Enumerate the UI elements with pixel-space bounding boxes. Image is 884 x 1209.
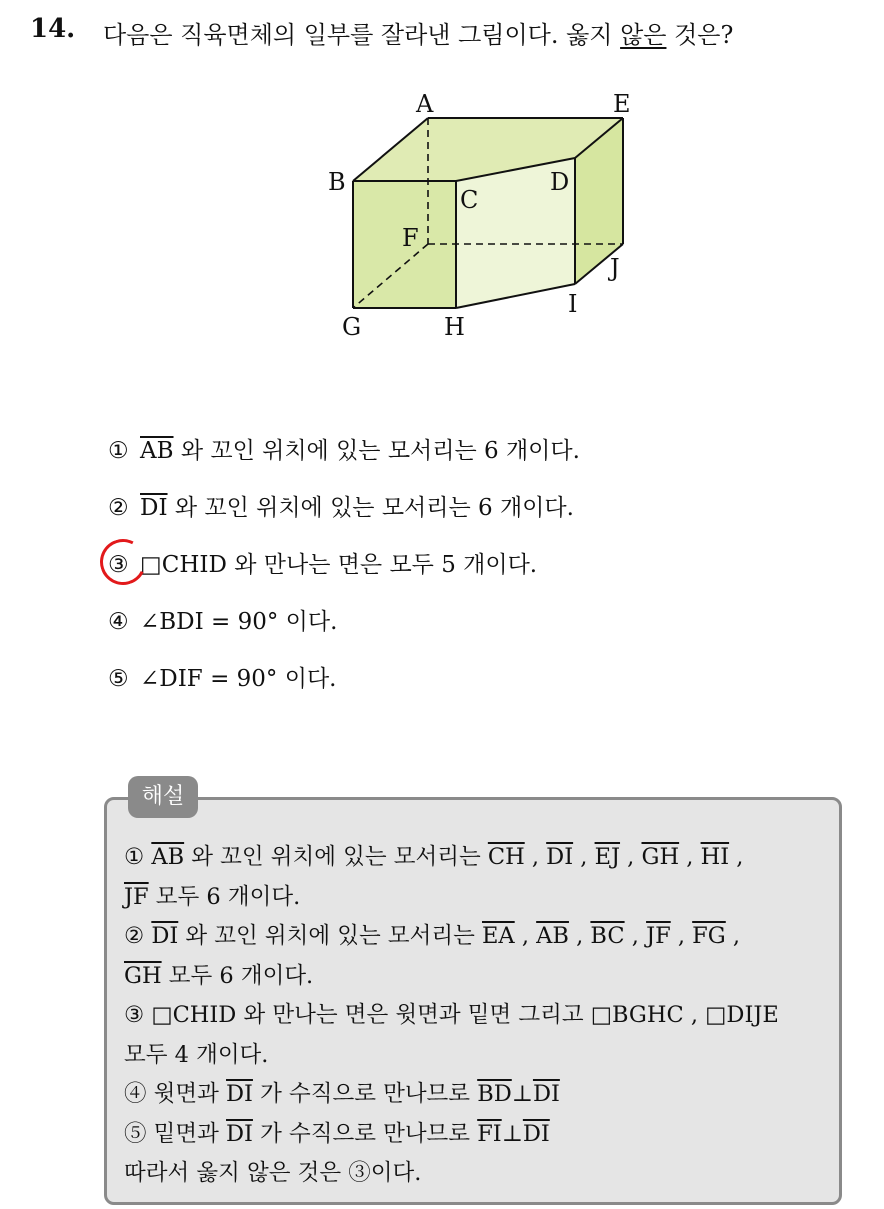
choice-4[interactable] [108,603,337,637]
question-text [103,15,733,50]
segment: $\overline{AB}$ [140,438,174,464]
text: ⑤ 밑면과 [124,1120,227,1147]
segment: $\overline{DI}$ [151,923,179,949]
choice-number: ④ [108,609,129,635]
explanation-text [124,838,824,1194]
choice-5[interactable] [108,660,336,694]
segment: $\overline{DI}$ [226,1120,253,1147]
choice-text: 와 꼬인 위치에 있는 모서리는 6 개이다. [167,495,574,521]
text: 와 꼬인 위치에 있는 모서리는 [178,923,482,949]
choice-number: ③ [108,552,129,578]
choice-text: ∠BDI = 90° 이다. [140,609,338,635]
label-d: D [550,168,570,196]
explanation-line-1: ① $\overline{AB}$ 와 꼬인 위치에 있는 모서리는 $\overline{CH}$ , $\overline{DI}$ , $\overline{EJ}$ , $\overline{GH}$ , $\overline{HI}$ , [124,844,744,870]
choice-number: ① [108,438,129,464]
explanation-line-7 [124,1075,824,1115]
segment: $\overline{DI}$ [226,1081,253,1107]
explanation-line-5: ③ □CHID 와 만나는 면은 윗면과 밑면 그리고 □BGHC , □DIJE [124,1002,779,1028]
segment: $\overline{JF}$ [646,923,671,949]
choice-text: □CHID 와 만나는 면은 모두 5 개이다. [140,552,538,578]
explanation-line-4 [124,957,824,997]
choice-3[interactable] [108,546,537,580]
label-f: F [402,224,419,252]
explanation-line-9: 따라서 옳지 않은 것은 ③이다. [124,1160,422,1186]
prism-figure [320,86,640,346]
segment: $\overline{HI}$ [700,844,730,870]
text: 모두 6 개이다. [161,962,314,989]
segment: $\overline{CH}$ [487,844,525,870]
text: 가 수직으로 만나므로 [252,1081,478,1107]
segment: $\overline{AB}$ [536,923,569,949]
segment: $\overline{DI}$ [140,495,168,521]
num: ① [124,844,145,870]
text: 모두 6 개이다. [148,883,301,910]
label-e: E [613,90,631,118]
segment: $\overline{EJ}$ [594,844,621,870]
explanation-line-8 [124,1115,824,1155]
segment: $\overline{FG}$ [692,923,726,949]
label-g: G [342,313,362,341]
choice-1[interactable] [108,432,580,466]
segment: $\overline{DI}$ [522,1120,550,1147]
label-i: I [568,290,578,318]
perp-symbol: ⊥ [501,1120,523,1147]
question-number: 14. [30,14,76,44]
num: ② [124,923,145,949]
explanation-line-3: ② $\overline{DI}$ 와 꼬인 위치에 있는 모서리는 $\overline{EA}$ , $\overline{AB}$ , $\overline{BC}$ , $\overline{JF}$ , $\overline{FG}$ , [124,923,741,949]
question-text-after: 것은? [666,21,734,49]
segment: $\overline{GH}$ [124,962,162,989]
question-text-before: 다음은 직육면체의 일부를 잘라낸 그림이다. 옳지 [103,21,621,49]
choice-number: ② [108,495,129,521]
explanation-line-6: 모두 4 개이다. [124,1041,269,1068]
segment: $\overline{GH}$ [641,844,680,870]
choice-2[interactable] [108,489,574,523]
segment: $\overline{DI}$ [532,1081,560,1107]
segment: $\overline{BC}$ [590,923,625,949]
choice-number: ⑤ [108,666,129,692]
segment: $\overline{JF}$ [124,883,149,910]
text: 와 꼬인 위치에 있는 모서리는 [184,844,488,870]
question-text-underlined: 않은 [620,21,667,49]
segment: $\overline{BD}$ [477,1081,512,1107]
choice-text: ∠DIF = 90° 이다. [140,666,337,692]
segment: $\overline{AB}$ [151,844,185,870]
segment: $\overline{DI}$ [546,844,574,870]
label-a: A [416,90,434,118]
segment: $\overline{EA}$ [482,923,515,949]
label-c: C [460,186,479,214]
label-b: B [328,168,346,196]
segment: $\overline{FI}$ [477,1120,502,1147]
choice-text: 와 꼬인 위치에 있는 모서리는 6 개이다. [173,438,580,464]
text: 가 수직으로 만나므로 [252,1120,478,1147]
explanation-line-2 [124,878,824,918]
answer-circle-mark [94,533,152,591]
explanation-tag: 해설 [128,776,198,818]
label-h: H [444,313,465,341]
label-j: J [610,254,620,282]
perp-symbol: ⊥ [511,1081,533,1107]
text: ④ 윗면과 [124,1081,227,1107]
